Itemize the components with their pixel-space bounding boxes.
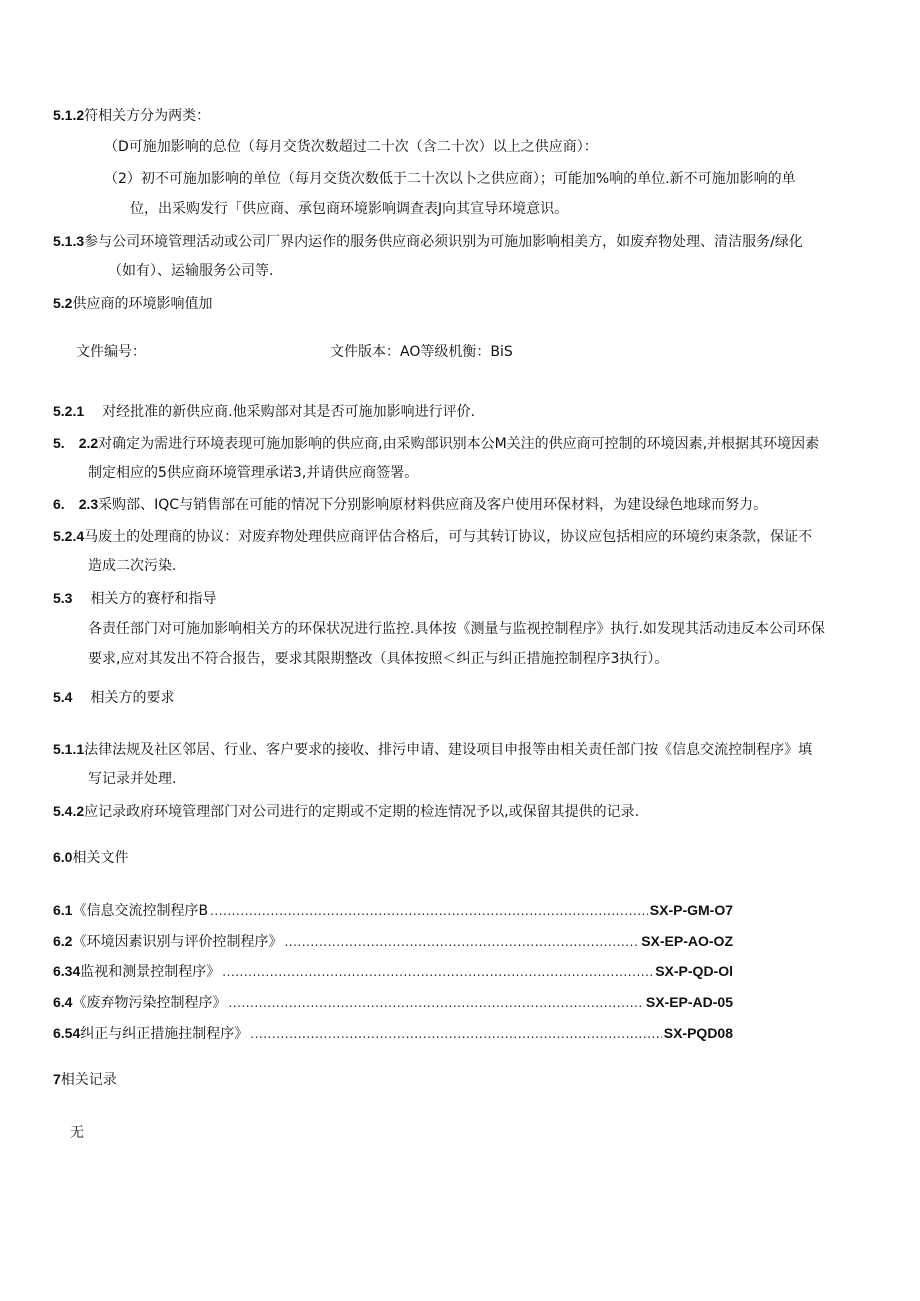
section-number: 5.4 [53, 689, 73, 705]
section-number: 5.2.1 [53, 403, 85, 419]
section-5-2-heading [53, 293, 212, 314]
dot-leader [284, 932, 639, 952]
section-5-2-4 [53, 526, 812, 547]
section-text: 对确定为需进行环境表现可施加影响的供应商,由采购部识别本公M关注的供应商可控制的环境因素,并根据其环境因素 [98, 436, 820, 452]
doc-ref-code: SX-P-QD-Ol [655, 963, 733, 979]
section-number: 6.0 [53, 849, 73, 865]
section-text-continuation: 写记录并处理. [88, 771, 177, 787]
section-number: 5.1.2 [53, 107, 85, 123]
dot-leader [210, 901, 648, 921]
doc-reference-row [53, 931, 733, 952]
list-item: （D可施加影响的总位（每月交货次数超过二十次（含二十次）以上之供应商）： [104, 139, 598, 155]
doc-version-label: 文件版本：AO等级机衡：BiS [330, 344, 513, 360]
doc-ref-title: 纠正与纠正措施拄制程序》 [80, 1026, 249, 1042]
section-text: 对经批准的新供应商.他采购部对其是否可施加影响进行评价. [102, 404, 476, 420]
dot-leader [228, 993, 643, 1013]
section-text: 应记录政府环境管理部门对公司进行的定期或不定期的检连情况予以,或保留其提供的记录. [84, 804, 640, 820]
section-text: 采购部、IQC与销售部在可能的情况下分别影响原材料供应商及客户使用环保材料，为建设绿色地球而努力。 [98, 497, 768, 513]
section-text-continuation: 要求,应对其发出不符合报告，要求其限期整改（具体按照＜纠正与纠正措施控制程序3执行）。 [88, 651, 669, 667]
section-number: 5.2.4 [53, 528, 85, 544]
section-5-1-3 [53, 231, 803, 252]
section-title: 相关记录 [60, 1072, 117, 1088]
section-subnumber: 2.2 [78, 435, 99, 451]
section-text: 参与公司环境管理活动或公司厂界内运作的服务供应商必须识别为可施加影响相美方，如废弃物处理、清洁服务/绿化 [84, 234, 803, 250]
section-number: 5.4.2 [53, 803, 85, 819]
section-title: 相关文件 [72, 850, 129, 866]
section-5-2-2 [53, 433, 819, 454]
list-item: （2）初不可施加影响的单位（每月交货次数低于二十次以卜之供应商）；可能加%响的单位.新不可施加影响的单 [104, 171, 796, 187]
section-title: 相关方的赛杼和指导 [90, 591, 217, 607]
doc-ref-code: SX-EP-AO-OZ [641, 933, 733, 949]
doc-ref-title: 《信息交流控制程序B [72, 903, 209, 919]
doc-ref-title: 《废弃物污染控制程序》 [72, 995, 227, 1011]
doc-ref-number: 6.34 [53, 963, 81, 979]
doc-ref-code: SX-PQD08 [663, 1025, 733, 1041]
section-6-0-heading [53, 847, 128, 868]
section-text: 各责任部门对可施加影响相关方的环保状况进行监控.具体按《测量与监视控制程序》执行.如发现其活动违反本公司环保 [88, 621, 825, 637]
section-title: 相关方的要求 [90, 690, 175, 706]
section-5-4-2 [53, 801, 639, 822]
doc-reference-row [53, 961, 733, 982]
section-5-3-heading [53, 588, 216, 609]
doc-reference-row [53, 1023, 733, 1044]
section-text-continuation: 造成二次污染. [88, 558, 177, 574]
doc-ref-number: 6.1 [53, 902, 73, 918]
section-subnumber: 2.3 [78, 496, 99, 512]
section-number: 5. [53, 435, 65, 451]
section-number: 5.3 [53, 590, 73, 606]
doc-ref-title: 《环境因素识别与评价控制程序》 [72, 934, 283, 950]
section-5-2-1 [53, 401, 475, 422]
section-text-continuation: 制定相应的5供应商环境管理承诺3,并请供应商签署。 [88, 465, 419, 481]
dot-leader [250, 1024, 662, 1044]
section-title: 供应商的环境影响值加 [72, 296, 213, 312]
section-text: 法律法规及社区邻居、行业、客户要求的接收、排污申请、建设项目申报等由相关责任部门按《信息交流控制程序》填 [84, 742, 813, 758]
section-5-4-heading [53, 687, 174, 708]
doc-reference-row [53, 900, 733, 921]
section-number: 5.2 [53, 295, 73, 311]
section-number: 5.1.3 [53, 233, 85, 249]
section-number: 6. [53, 496, 65, 512]
dot-leader [222, 962, 653, 982]
doc-ref-title: 监视和测景控制程序》 [80, 964, 221, 980]
doc-ref-code: SX-EP-AD-05 [645, 994, 733, 1010]
section-number: 5.1.1 [53, 741, 85, 757]
section-5-1-1 [53, 739, 812, 760]
list-item-continuation: 位，出采购发行「供应商、承包商环境影响调查表J向其宣导环境意识。 [130, 201, 569, 217]
records-content: 无 [70, 1125, 84, 1141]
section-text: 马废土的处理商的协议：对废弃物处理供应商评估合格后，可与其转订协议，协议应包括相应的环境约束条款，保证不 [84, 529, 813, 545]
section-5-1-2 [53, 105, 210, 126]
section-text-continuation: （如有）、运输服务公司等. [108, 263, 274, 279]
doc-ref-code: SX-P-GM-O7 [649, 902, 733, 918]
doc-ref-number: 6.54 [53, 1025, 81, 1041]
doc-reference-row [53, 992, 733, 1013]
doc-ref-number: 6.2 [53, 933, 73, 949]
section-text: 符相关方分为两类： [84, 108, 211, 124]
section-number: 7 [53, 1071, 61, 1087]
section-2-3 [53, 494, 767, 515]
doc-number-label: 文件编号： [76, 344, 146, 360]
section-7-heading [53, 1069, 117, 1090]
doc-ref-number: 6.4 [53, 994, 73, 1010]
